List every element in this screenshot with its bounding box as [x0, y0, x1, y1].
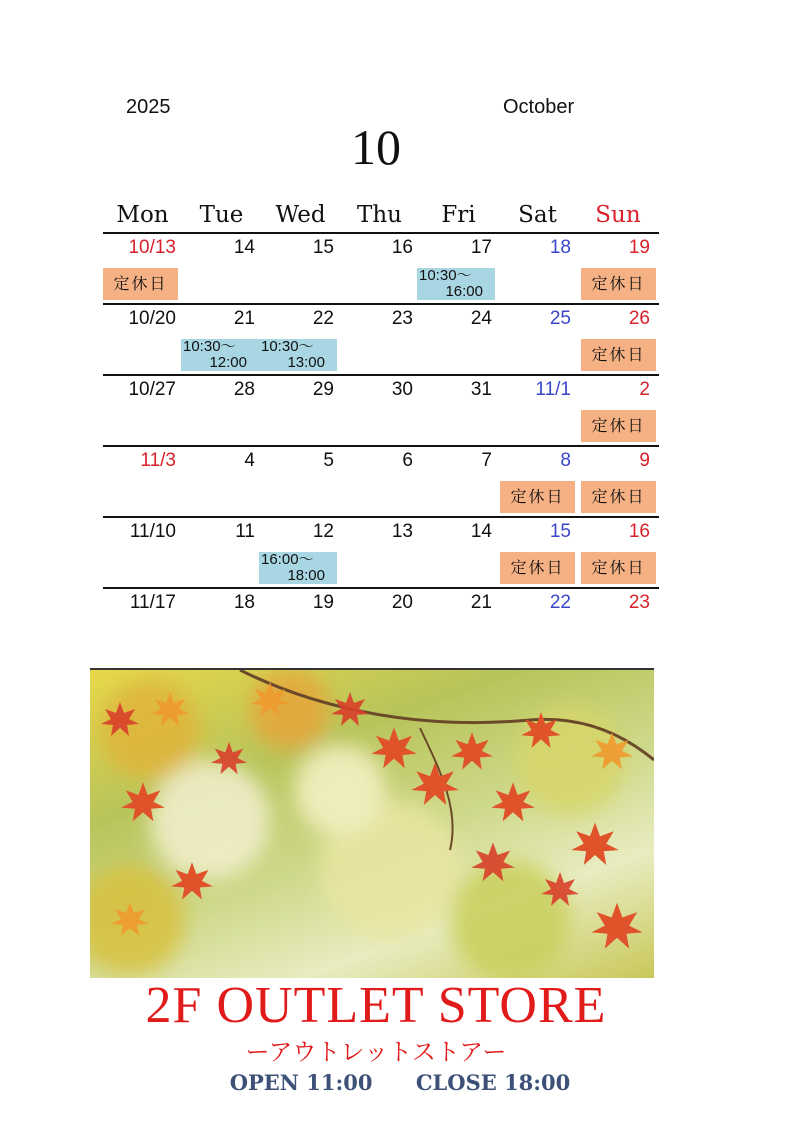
day-number: 12: [312, 521, 334, 542]
closed-day-badge: 定休日: [581, 552, 656, 584]
day-number: 11: [235, 521, 255, 542]
store-hours: [0, 1070, 800, 1095]
weekday-mon: Mon: [116, 202, 169, 228]
event-start: 10:30～: [183, 338, 236, 355]
day-number: 24: [470, 308, 492, 329]
calendar-week: [103, 447, 659, 518]
closed-day-badge: 定休日: [581, 481, 656, 513]
day-number: 10/13: [128, 237, 176, 258]
calendar-year: 2025: [126, 96, 171, 118]
event-start: 10:30～: [261, 338, 314, 355]
closed-day-badge: 定休日: [581, 268, 656, 300]
day-number: 26: [628, 308, 650, 329]
close-time: CLOSE 18:00: [415, 1070, 571, 1095]
day-number: 14: [233, 237, 255, 258]
autumn-leaves-photo: [90, 668, 654, 978]
event-end: 16:00: [445, 283, 483, 300]
event-start: 16:00～: [261, 551, 314, 568]
day-number: 30: [391, 379, 413, 400]
day-number: 16: [391, 237, 413, 258]
day-number: 20: [391, 592, 413, 613]
day-number: 5: [323, 450, 334, 471]
calendar-week: [103, 589, 659, 629]
day-number: 4: [244, 450, 255, 471]
day-number: 6: [402, 450, 413, 471]
day-number: 15: [549, 521, 571, 542]
event-time-slot: [259, 339, 337, 371]
weekday-header: [103, 196, 659, 234]
closed-day-badge: 定休日: [581, 339, 656, 371]
calendar-month-name: October: [503, 96, 575, 118]
day-number: 19: [312, 592, 334, 613]
store-name: 2F OUTLET STORE: [145, 977, 607, 1034]
weekday-fri: Fri: [441, 202, 476, 228]
weekday-wed: Wed: [275, 202, 326, 228]
day-number: 31: [470, 379, 492, 400]
calendar-week: [103, 305, 659, 376]
day-number: 11/17: [129, 592, 176, 613]
calendar-month-number: 10: [351, 119, 401, 175]
event-start: 10:30～: [419, 267, 472, 284]
calendar-week: [103, 234, 659, 305]
open-time: OPEN 11:00: [229, 1070, 373, 1095]
day-number: 18: [233, 592, 255, 613]
calendar-grid: [103, 196, 659, 629]
weekday-thu: Thu: [357, 202, 402, 228]
weekday-tue: Tue: [199, 202, 244, 228]
day-number: 23: [391, 308, 413, 329]
event-time-slot: [417, 268, 495, 300]
weekday-sun: Sun: [595, 202, 641, 228]
event-end: 18:00: [287, 567, 325, 584]
closed-day-badge: 定休日: [500, 552, 575, 584]
day-number: 29: [312, 379, 334, 400]
calendar-week: [103, 376, 659, 447]
day-number: 14: [470, 521, 492, 542]
closed-day-badge: 定休日: [500, 481, 575, 513]
closed-day-badge: 定休日: [103, 268, 178, 300]
day-number: 11/1: [535, 379, 571, 400]
day-number: 15: [312, 237, 334, 258]
maple-leaves-illustration: [90, 670, 654, 978]
calendar-week: [103, 518, 659, 589]
day-number: 25: [549, 308, 571, 329]
event-time-slot: [181, 339, 259, 371]
day-number: 10/27: [128, 379, 176, 400]
day-number: 21: [233, 308, 255, 329]
event-time-slot: [259, 552, 337, 584]
day-number: 22: [312, 308, 334, 329]
day-number: 28: [233, 379, 255, 400]
day-number: 21: [470, 592, 492, 613]
day-number: 18: [549, 237, 571, 258]
day-number: 11/3: [140, 450, 176, 471]
day-number: 2: [639, 379, 650, 400]
day-number: 16: [628, 521, 650, 542]
day-number: 19: [628, 237, 650, 258]
day-number: 9: [639, 450, 650, 471]
day-number: 7: [481, 450, 492, 471]
store-subtitle: ーアウトレットストアー: [245, 1038, 507, 1066]
weekday-sat: Sat: [518, 202, 557, 228]
day-number: 22: [549, 592, 571, 613]
day-number: 8: [560, 450, 571, 471]
day-number: 10/20: [128, 308, 176, 329]
event-end: 12:00: [209, 354, 247, 371]
day-number: 17: [470, 237, 492, 258]
day-number: 23: [628, 592, 650, 613]
day-number: 11/10: [129, 521, 176, 542]
closed-day-badge: 定休日: [581, 410, 656, 442]
day-number: 13: [391, 521, 413, 542]
event-end: 13:00: [287, 354, 325, 371]
